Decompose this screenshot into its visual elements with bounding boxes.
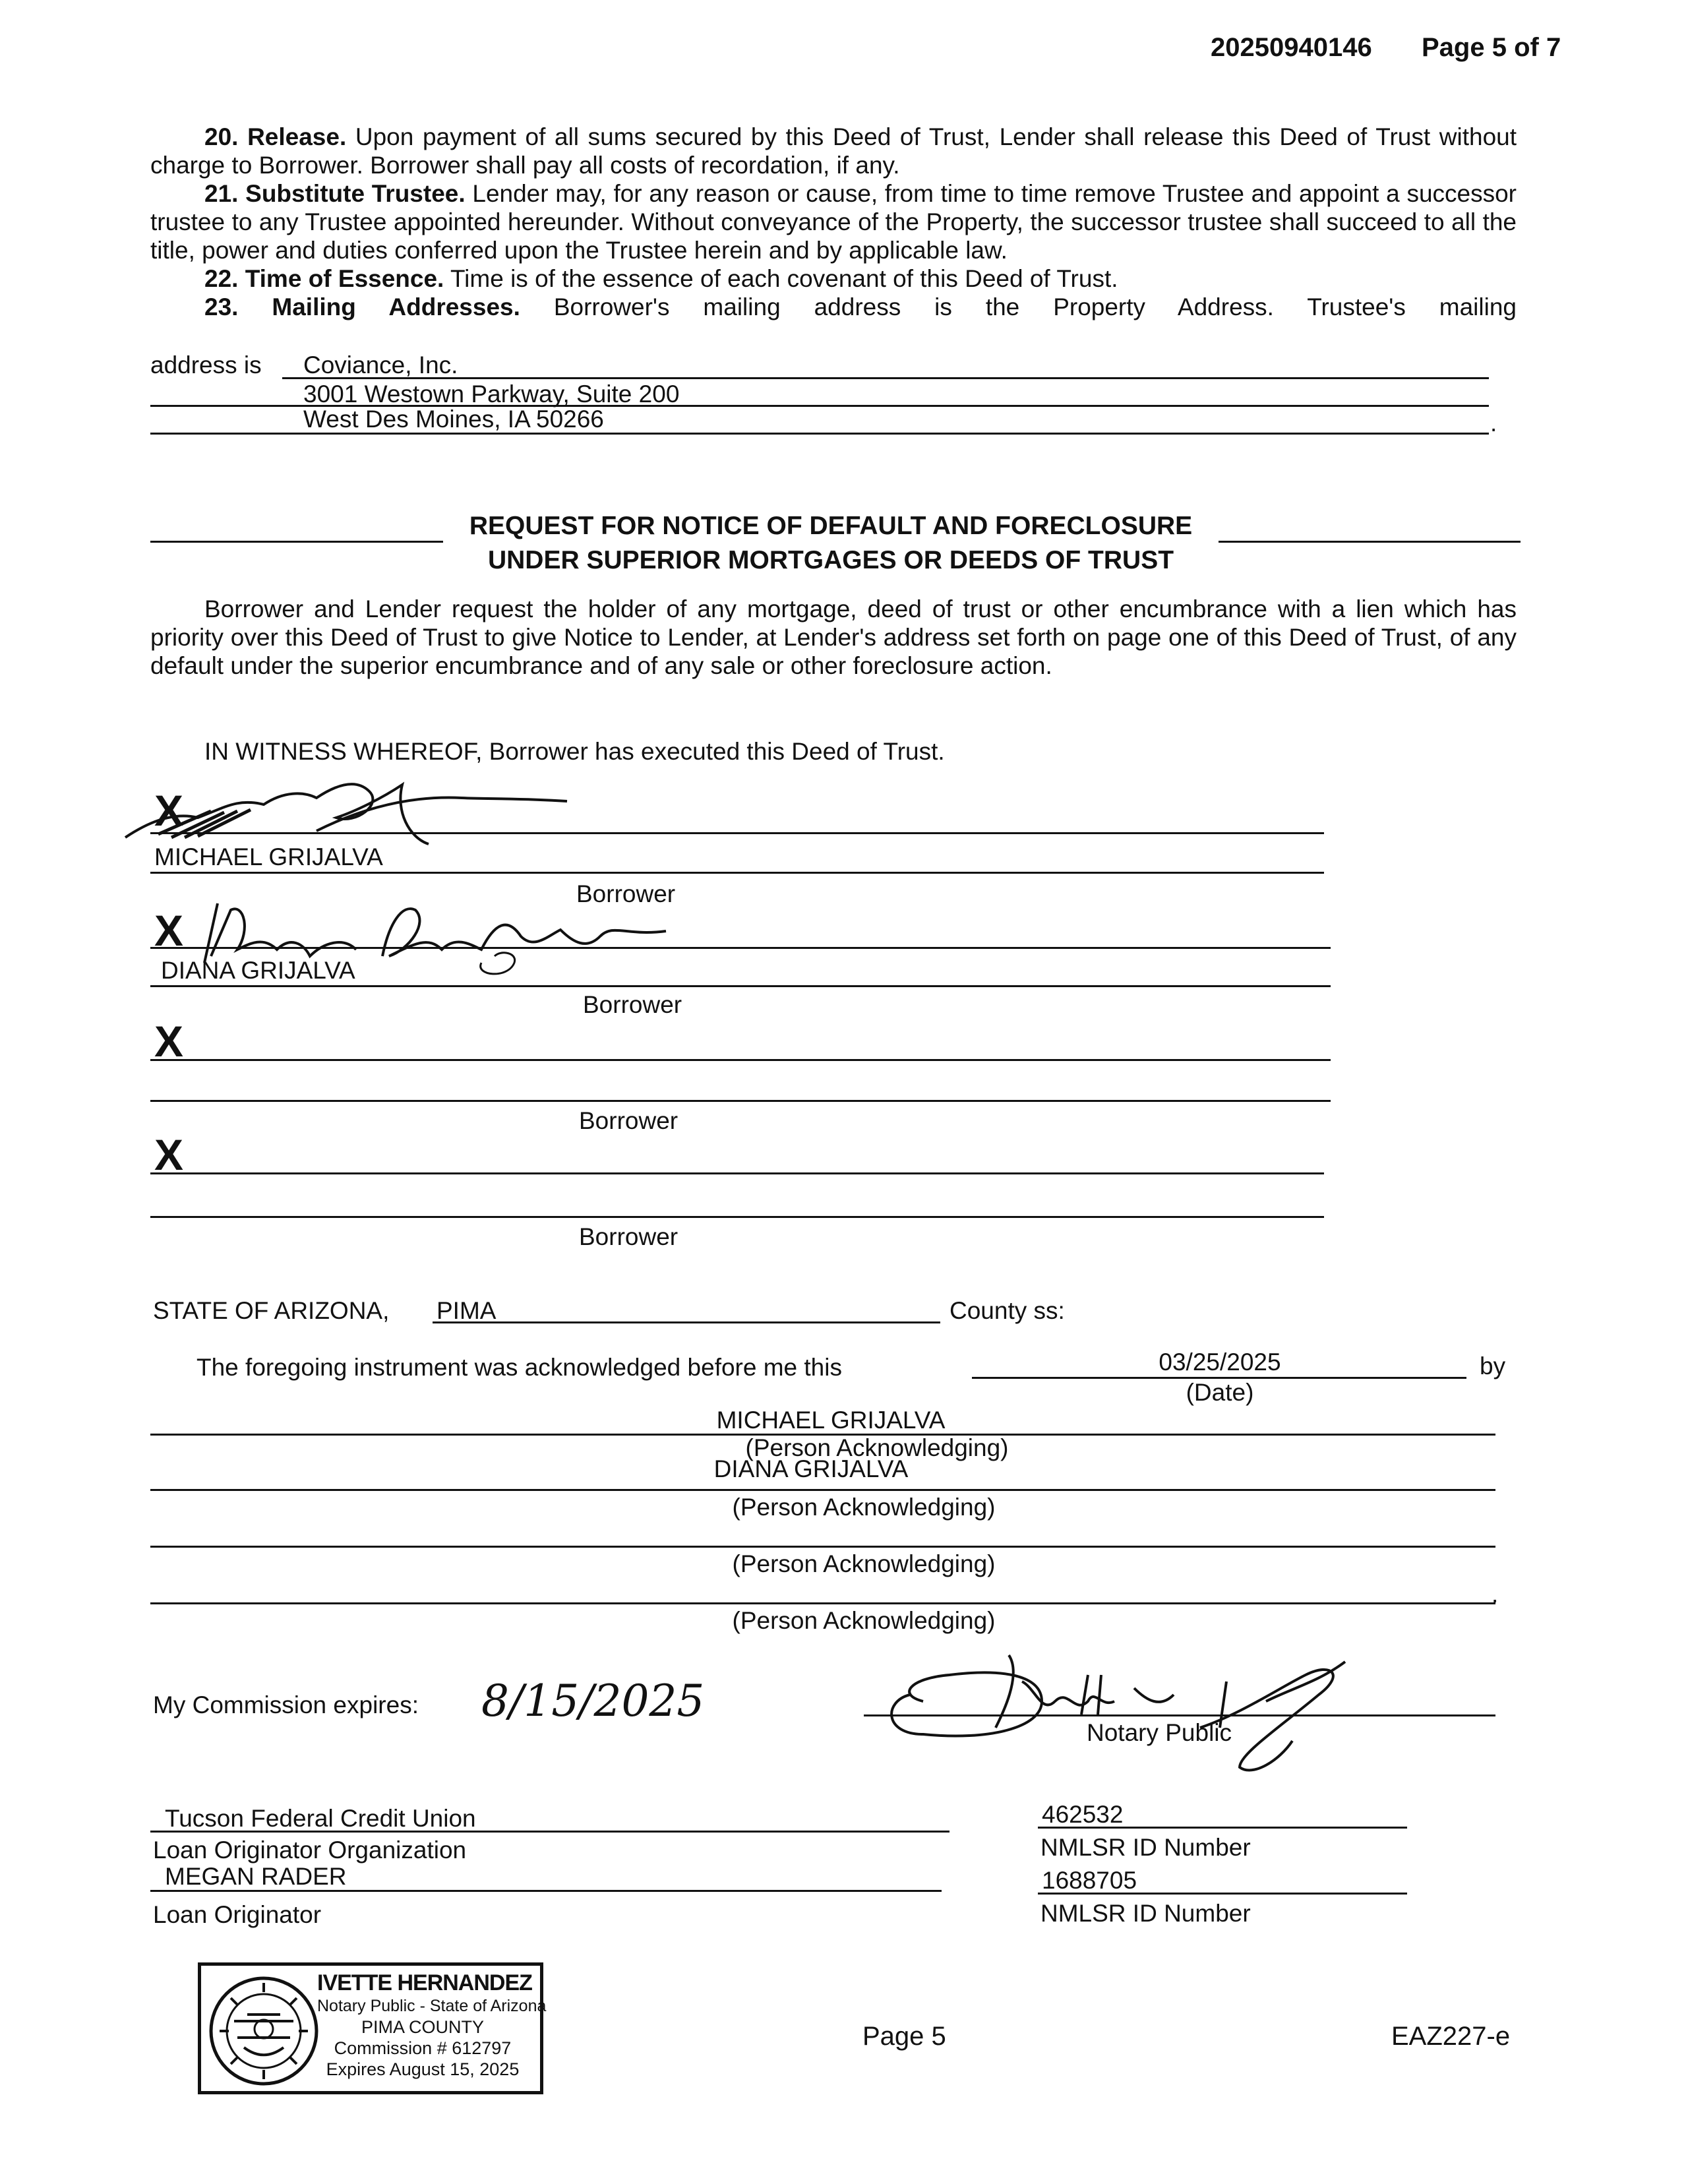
state-label: STATE OF ARIZONA,: [153, 1297, 390, 1324]
loan-org-caption: Loan Originator Organization: [153, 1836, 467, 1864]
trustee-address-line3: West Des Moines, IA 50266: [303, 406, 604, 433]
borrower-role-3: Borrower: [579, 1107, 678, 1134]
name-line-4: [150, 1216, 1324, 1218]
ack-text: The foregoing instrument was acknowledged before me this: [196, 1354, 842, 1381]
person-1-name: MICHAEL GRIJALVA: [716, 1407, 946, 1434]
stamp-line3: PIMA COUNTY: [361, 2017, 485, 2037]
section-22: 22. Time of Essence. Time is of the essence of each covenant of this Deed of Trust.: [204, 265, 1118, 292]
footer-form-code: EAZ227-e: [1391, 2022, 1511, 2051]
person-2-name: DIANA GRIJALVA: [713, 1455, 909, 1482]
sign-line-3: [150, 1059, 1331, 1061]
county-name: PIMA: [437, 1297, 497, 1324]
ack-by: by: [1480, 1352, 1506, 1380]
loan-org-nmlsr: 462532: [1042, 1801, 1124, 1828]
county-line: [433, 1321, 940, 1323]
loan-org-nmlsr-line: [1038, 1827, 1407, 1829]
person-line-4: [150, 1602, 1495, 1604]
address-terminator: .: [1490, 410, 1497, 437]
sign-x-2: X: [154, 906, 184, 955]
name-line-3: [150, 1100, 1331, 1102]
trustee-address-line2: 3001 Westown Parkway, Suite 200: [303, 380, 680, 408]
borrower-role-1: Borrower: [576, 880, 676, 907]
commission-expiry-handwritten: 8/15/2025: [481, 1676, 705, 1726]
witness-text: IN WITNESS WHEREOF, Borrower has executed this Deed of Trust.: [204, 738, 945, 765]
request-body: [150, 595, 1517, 680]
date-caption: (Date): [1186, 1379, 1254, 1406]
person-caption-1: (Person Acknowledging): [745, 1434, 1009, 1461]
sign-line-1: [150, 832, 1324, 834]
loan-originator-nmlsr-line: [1038, 1893, 1407, 1895]
sign-line-4: [150, 1172, 1324, 1174]
person-line-2: [150, 1489, 1495, 1491]
section-20: 20. Release. Upon payment of all sums secured by this Deed of Trust, Lender shall release this Deed of Trust without charge to Borrower. Borrower shall pay all costs of recordation, if any.: [150, 123, 1517, 179]
stamp-name: IVETTE HERNANDEZ: [317, 1970, 532, 1995]
heading-rule-left: [150, 541, 443, 543]
page-indicator: Page 5 of 7: [1422, 33, 1561, 62]
document-number: 20250940146: [1211, 33, 1372, 62]
heading-rule-right: [1219, 541, 1521, 543]
person-line-3: [150, 1546, 1495, 1548]
notary-stamp: [198, 1962, 547, 2094]
address-rule-3: [150, 433, 1489, 435]
state-seal-icon: [208, 1975, 320, 2087]
address-rule-1: [282, 377, 1489, 379]
borrower-name-1: MICHAEL GRIJALVA: [154, 843, 383, 870]
borrower-role-2: Borrower: [583, 991, 682, 1018]
borrower-name-2: DIANA GRIJALVA: [161, 957, 355, 984]
request-heading-line1: REQUEST FOR NOTICE OF DEFAULT AND FORECLOSURE: [469, 512, 1193, 540]
section-23: 23. Mailing Addresses. Borrower's mailing address is the Property Address. Trustee's mailing: [204, 293, 1517, 320]
request-heading-line2: UNDER SUPERIOR MORTGAGES OR DEEDS OF TRUST: [487, 546, 1174, 574]
notary-signature-line: [864, 1714, 1495, 1716]
sign-line-2: [150, 947, 1331, 949]
person-caption-3: (Person Acknowledging): [732, 1550, 996, 1577]
stamp-line4: Commission # 612797: [334, 2038, 512, 2058]
loan-org-name: Tucson Federal Credit Union: [165, 1805, 476, 1832]
person-line-4-period: .: [1492, 1581, 1499, 1608]
loan-org-line: [150, 1831, 950, 1833]
sign-x-4: X: [154, 1130, 184, 1179]
name-line-2: [150, 985, 1331, 987]
notary-public-label: Notary Public: [1087, 1719, 1232, 1746]
sign-x-1: X: [154, 786, 184, 835]
sign-x-3: X: [154, 1017, 184, 1066]
stamp-line2: Notary Public - State of Arizona: [317, 1997, 547, 2015]
ack-date: 03/25/2025: [1159, 1349, 1281, 1376]
loan-originator-name: MEGAN RADER: [165, 1863, 347, 1890]
name-line-1: [150, 872, 1324, 874]
loan-originator-nmlsr: 1688705: [1042, 1867, 1137, 1894]
footer-page: Page 5: [862, 2022, 946, 2051]
commission-label: My Commission expires:: [153, 1691, 419, 1718]
address-prefix: address is: [150, 351, 262, 379]
trustee-address-line1: Coviance, Inc.: [303, 351, 458, 379]
loan-originator-caption: Loan Originator: [153, 1901, 322, 1928]
section-21: 21. Substitute Trustee. Lender may, for any reason or cause, from time to time remove Trustee and appoint a successor trustee to any Trustee appointed hereunder. Without conveyance of the Property, the successor trustee shall succeed to all the title, power and duties conferred upon the Trustee herein and by applicable law.: [150, 180, 1517, 264]
loan-org-nmlsr-caption: NMLSR ID Number: [1040, 1834, 1251, 1861]
loan-originator-nmlsr-caption: NMLSR ID Number: [1040, 1900, 1251, 1927]
person-caption-4: (Person Acknowledging): [732, 1607, 996, 1634]
stamp-line5: Expires August 15, 2025: [326, 2059, 520, 2079]
loan-originator-line: [150, 1890, 942, 1892]
request-body-text: Borrower and Lender request the holder of any mortgage, deed of trust or other encumbrance with a lien which has priority over this Deed of Trust to give Notice to Lender, at Lender's address set forth on page one of this Deed of Trust, of any default under the superior encumbrance and of any sale or other foreclosure action.: [150, 595, 1517, 679]
sections-block: [150, 123, 1517, 321]
county-suffix: County ss:: [950, 1297, 1065, 1324]
borrower-role-4: Borrower: [579, 1223, 678, 1250]
person-caption-2: (Person Acknowledging): [732, 1494, 996, 1521]
